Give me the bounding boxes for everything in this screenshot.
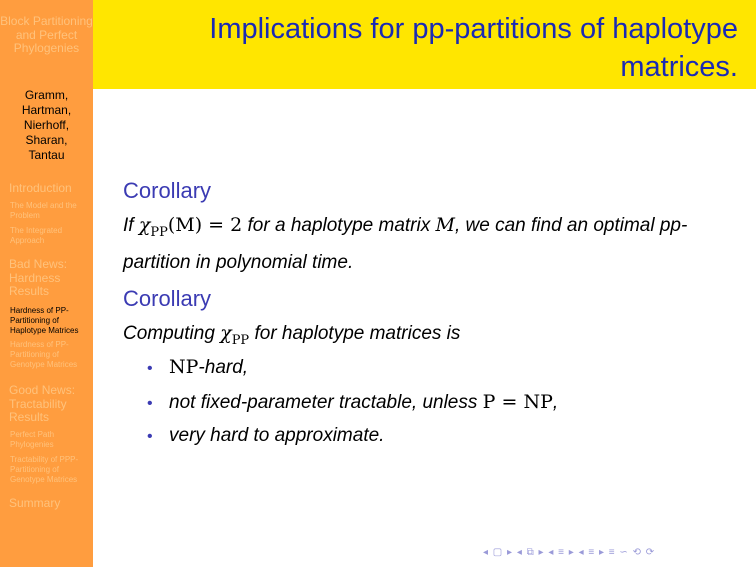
- nav-section-icon[interactable]: ◂ ≡ ▸: [548, 547, 575, 558]
- frame-title: Implications for pp-partitions of haplotype matrices.: [209, 13, 738, 83]
- section-summary[interactable]: Summary: [9, 496, 61, 510]
- subsection-model-problem[interactable]: The Model and the Problem: [10, 201, 77, 220]
- sidebar: [0, 0, 93, 567]
- item-text: -hard,: [198, 357, 249, 378]
- item-math: P = NP: [482, 391, 553, 413]
- item-math: NP: [169, 356, 199, 378]
- nav-frame-icon[interactable]: ◂ ▢ ▸: [483, 547, 514, 558]
- section-good-news[interactable]: Good News: Tractability Results: [9, 383, 76, 424]
- subsection-integrated-approach[interactable]: The Integrated Approach: [10, 226, 63, 245]
- chi-argument: (M) = 2: [167, 214, 243, 236]
- corollary-1-text-a: for a haplotype matrix: [247, 215, 431, 236]
- corollary-2-heading: Corollary: [123, 286, 212, 311]
- author-tantau: Tantau: [28, 148, 65, 162]
- navigation-bar: [483, 547, 749, 561]
- subsection-perfect-path[interactable]: Perfect Path Phylogenies: [10, 430, 55, 449]
- author-sharan: Sharan,: [25, 133, 68, 147]
- corollary-1-if: If: [123, 215, 134, 236]
- bullet-icon: •: [147, 360, 153, 377]
- corollary-1-heading: Corollary: [123, 178, 212, 203]
- author-hartman: Hartman,: [21, 103, 72, 117]
- list-item: [147, 356, 248, 379]
- bullet-icon: •: [147, 428, 153, 445]
- chi-symbol: χ: [220, 322, 232, 344]
- corollary-2-lead: Computing: [123, 323, 215, 344]
- item-tail: ,: [552, 392, 559, 413]
- chi-symbol: χ: [138, 214, 151, 236]
- nav-document-icon[interactable]: ◂ ≡ ▸: [578, 547, 606, 558]
- corollary-2-body: [123, 318, 723, 356]
- list-item: [147, 425, 384, 447]
- item-text: not fixed-parameter tractable, unless: [169, 392, 478, 413]
- author-gramm: Gramm,: [24, 88, 69, 102]
- list-item: [147, 391, 558, 414]
- subsection-hardness-haplotype[interactable]: Hardness of PP-Partitioning of Haplotype Matrices: [10, 306, 79, 335]
- matrix-symbol: M: [435, 214, 455, 236]
- authors: [0, 88, 93, 163]
- corollary-1-text-b: , we can find an optimal pp-partition in polynomial time.: [123, 215, 688, 273]
- item-text: very hard to approximate.: [169, 425, 385, 446]
- subsection-hardness-genotype[interactable]: Hardness of PP-Partitioning of Genotype Matrices: [10, 340, 78, 369]
- nav-subsection-icon[interactable]: ◂ ⧉ ▸: [516, 547, 545, 558]
- subsection-tractability-ppp[interactable]: Tractability of PPP-Partitioning of Genotype Matrices: [10, 455, 79, 484]
- nav-search-icon[interactable]: ∽ ⟲ ⟳: [619, 547, 656, 558]
- corollary-1-body: [123, 210, 723, 278]
- frame-header: [93, 0, 756, 89]
- nav-appendix-icon[interactable]: ≡: [608, 547, 616, 558]
- author-nierhoff: Nierhoff,: [23, 118, 70, 132]
- section-bad-news[interactable]: Bad News: Hardness Results: [9, 257, 68, 298]
- bullet-icon: •: [147, 395, 153, 412]
- corollary-2-rest: for haplotype matrices is: [254, 323, 461, 344]
- section-introduction[interactable]: Introduction: [9, 181, 72, 195]
- chi-subscript: PP: [150, 224, 168, 240]
- chi-subscript: PP: [231, 332, 250, 348]
- presentation-title[interactable]: Block Partitioning and Perfect Phylogenies: [0, 14, 93, 55]
